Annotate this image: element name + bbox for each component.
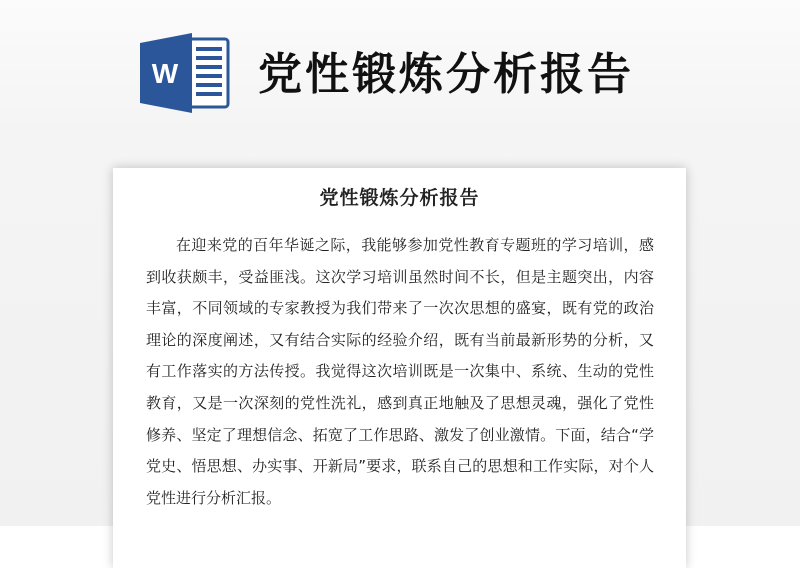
word-icon: [138, 33, 230, 113]
document-page: [113, 168, 686, 568]
banner-title: 党性锻炼分析报告: [258, 49, 634, 100]
word-icon-letter: W: [151, 58, 179, 89]
document-paragraph: 在迎来党的百年华诞之际，我能够参加党性教育专题班的学习培训，感到收获颇丰，受益匪浅。这次学习培训虽然时间不长，但是主题突出，内容丰富，不同领域的专家教授为我们带来了一次次思想的盛宴，既有党的政治理论的深度阐述，又有结合实际的经验介绍，既有当前最新形势的分析，又有工作落实的方法传授。我觉得这次培训既是一次集中、系统、生动的党性教育，又是一次深刻的党性洗礼，感到真正地触及了思想灵魂，强化了党性修养、坚定了理想信念、拓宽了工作思路、激发了创业激情。下面，结合“学党史、悟思想、办实事、开新局”要求，联系自己的思想和工作实际，对个人党性进行分析汇报。: [146, 236, 654, 507]
document-title: 党性锻炼分析报告: [319, 187, 480, 209]
